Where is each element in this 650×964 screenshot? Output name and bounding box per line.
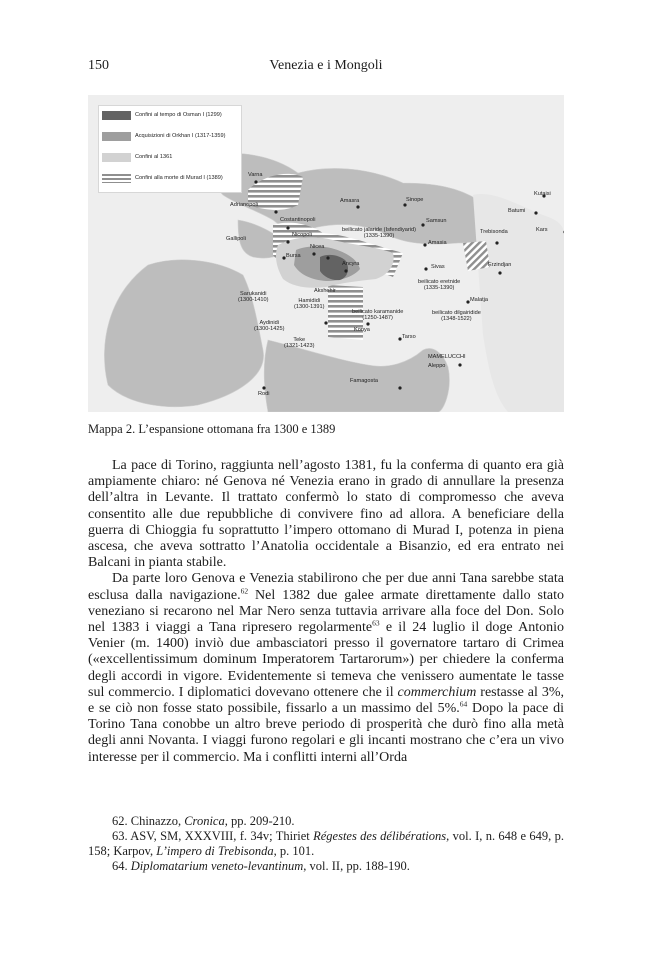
legend-label-osman: Confini al tempo di Osman I (1299)	[135, 112, 222, 118]
teke-dates: (1321-1423)	[284, 343, 315, 350]
text-run: Nel 1382 due galee armate direttamente dallo stato veneziano si recarono nel Mar Nero senza tuttavia arrivare alla foce del Don. Solo nel 1383 i viaggi a Tana ripresero regolarmente	[88, 587, 564, 636]
map-label-costantinopoli: Costantinopoli	[280, 217, 316, 223]
legend-item-1361	[102, 152, 240, 164]
map-label-teke	[284, 337, 314, 350]
text-run: 63. ASV, SM, XXXVIII, f. 34v; Thiriet	[112, 829, 314, 843]
text-run: La pace di Torino, raggiunta nell’agosto 1381, fu la conferma di quanto era già ampiamente chiaro: né Genova né Venezia erano in grado di annullare la presenza dell’altra in Levante. Il trattato confermò lo stato di compromesso che aveva consentito alle due repubbliche di convivere fino ad allora. A beneficiare della guerra di Chioggia fu soprattutto l’impero ottomano di Murad I, potenza in piena ascesa, che aveva sottratto l’Anatolia occidentale a Bisanzio, ed era entrato nei Balcani in pianta stabile.	[88, 458, 564, 571]
footnote-64	[88, 859, 564, 874]
jalaride-name: beilicato jalaride (Isfendiyarid)	[342, 227, 416, 233]
map-label-erzindjan: Erzindjan	[488, 262, 512, 268]
map-label-konya: Konya	[354, 327, 370, 333]
karamanide-name: beilicato karamanide	[352, 309, 404, 315]
legend-label-orkhan: Acquisizioni di Orkhan I (1317-1359)	[135, 133, 226, 139]
text-run: 64.	[112, 859, 131, 873]
sarukanidi-dates: (1300-1410)	[238, 297, 269, 304]
map-label-famagosta: Famagosta	[350, 378, 378, 384]
map-label-aleppo: Aleppo	[428, 363, 446, 369]
legend-swatch-orkhan	[102, 132, 131, 141]
text-run: , p. 101.	[273, 844, 315, 858]
italic-text: commerchium	[397, 684, 477, 700]
map-label-kutaisi: Kutaisi	[534, 191, 551, 197]
karamanide-dates: (1250-1487)	[362, 315, 393, 322]
map-label-jalaride	[342, 227, 416, 240]
map-label-karamanide	[352, 309, 403, 322]
text-run: Dopo la pace di Torino Tana conobbe un altro breve periodo di prosperità che durò fino alla metà degli anni Novanta. I viaggi furono regolari e gli incanti mostrano che c’era un vivo interesse per il commercio. Ma i conflitti interni all’Orda	[88, 701, 564, 765]
map-label-adrianopoli: Adrianopoli	[230, 202, 258, 208]
eretnide-dates: (1335-1390)	[423, 285, 455, 292]
footnote-62	[88, 814, 564, 829]
italic-text: Cronica	[184, 814, 225, 828]
map-label-batumi: Batumi	[508, 208, 526, 214]
legend-swatch-murad	[102, 174, 131, 183]
legend-swatch-1361	[102, 153, 131, 162]
map-label-eretnide	[418, 279, 460, 292]
text-run: 62. Chinazzo,	[112, 814, 185, 828]
footnote-ref: 64	[459, 699, 468, 709]
map-label-mamelucchi: MAMELUCCHI	[428, 354, 466, 360]
legend-item-orkhan	[102, 131, 240, 143]
hamididi-dates: (1300-1391)	[294, 304, 325, 311]
page-number: 150	[88, 58, 109, 73]
main-text	[88, 458, 564, 766]
map-label-sinope: Sinope	[406, 197, 424, 203]
jalaride-dates: (1335-1390)	[363, 233, 395, 240]
paragraph-1	[88, 458, 564, 571]
footnote-ref: 62	[240, 585, 249, 595]
map-label-dilgairidide	[432, 310, 481, 323]
text-run: , pp. 209-210.	[224, 814, 295, 828]
map-label-amasia: Amasia	[428, 240, 447, 246]
text-run: restasse al 3%, e se ciò non fosse stato possibile, fissarlo a un massimo del 5%.	[88, 684, 564, 717]
map-label-kars: Kars	[536, 227, 548, 233]
text-run: , vol. II, pp. 188-190.	[303, 859, 410, 873]
dilgairidide-dates: (1348-1522)	[441, 316, 472, 323]
legend-item-osman	[102, 110, 240, 122]
map-label-akshehir: Akshehir	[314, 288, 336, 294]
paragraph-2	[88, 571, 564, 765]
map-label-nicopoli: Nicopoli	[292, 232, 312, 238]
map-label-samsun: Samsun	[426, 218, 447, 224]
dilgairidide-name: beilicato dilgairidide	[432, 310, 481, 316]
sarukanidi-name: Sarukanidi	[240, 291, 267, 297]
map-label-malatja: Malatja	[470, 297, 489, 303]
eretnide-name: beilicato eretnide	[418, 279, 461, 285]
map-label-tarso: Tarso	[402, 334, 416, 340]
map-label-varna: Varna	[248, 172, 263, 178]
running-title: Venezia e i Mongoli	[269, 58, 383, 73]
map-legend	[98, 105, 242, 193]
legend-label-murad: Confini alla morte di Murad I (1389)	[135, 175, 223, 181]
legend-item-murad	[102, 173, 240, 185]
footnote-ref: 63	[372, 618, 380, 628]
map-label-nicea: Nicea	[310, 244, 325, 250]
map-label-hamididi	[294, 298, 324, 311]
figure-caption: Mappa 2. L’espansione ottomana fra 1300 e 1389	[88, 422, 336, 436]
aydinidi-dates: (1300-1425)	[254, 326, 285, 333]
map-label-sarukanidi	[238, 291, 268, 304]
map-label-rodi: Rodi	[258, 391, 270, 397]
map-label-ancyra: Ancyra	[342, 261, 360, 267]
map-label-amasra: Amasra	[340, 198, 360, 204]
map-label-sivas: Sivas	[431, 264, 445, 270]
italic-text: L’impero di Trebisonda	[156, 844, 274, 858]
map-figure	[88, 95, 564, 412]
hamididi-name: Hamididi	[298, 298, 321, 304]
footnote-63	[88, 829, 564, 859]
text-run: e il 24 luglio il doge Antonio Venier (m. 1400) inviò due ambasciatori presso il governatore tartaro di Crimea («excellentissimum dominum Imperatorem Tartarorum») per chiedere la conferma degli accordi in vigore. Evidentemente si temeva che venissero aumentate le tasse sul commercio. I diplomatici dovevano ottenere che il	[88, 620, 564, 700]
map-label-bursa: Bursa	[286, 253, 301, 259]
teke-name: Teke	[293, 337, 306, 343]
italic-text: Diplomatarium veneto-levantinum	[130, 859, 304, 873]
map-label-trebisonda: Trebisonda	[480, 229, 508, 235]
legend-label-1361: Confini al 1361	[135, 154, 173, 160]
map-label-aydinidi	[254, 320, 284, 333]
aydinidi-name: Aydinidi	[259, 320, 279, 326]
footnotes	[88, 814, 564, 874]
text-run: Da parte loro Genova e Venezia stabilirono che per due anni Tana sarebbe stata esclusa dalla navigazione.	[88, 571, 564, 603]
map-label-gallipoli: Gallipoli	[226, 236, 246, 242]
legend-swatch-osman	[102, 111, 131, 120]
text-run: vol. I, n. 648 e 649, p. 158; Karpov,	[88, 829, 565, 858]
italic-text: Régestes des délibérations,	[313, 829, 450, 843]
